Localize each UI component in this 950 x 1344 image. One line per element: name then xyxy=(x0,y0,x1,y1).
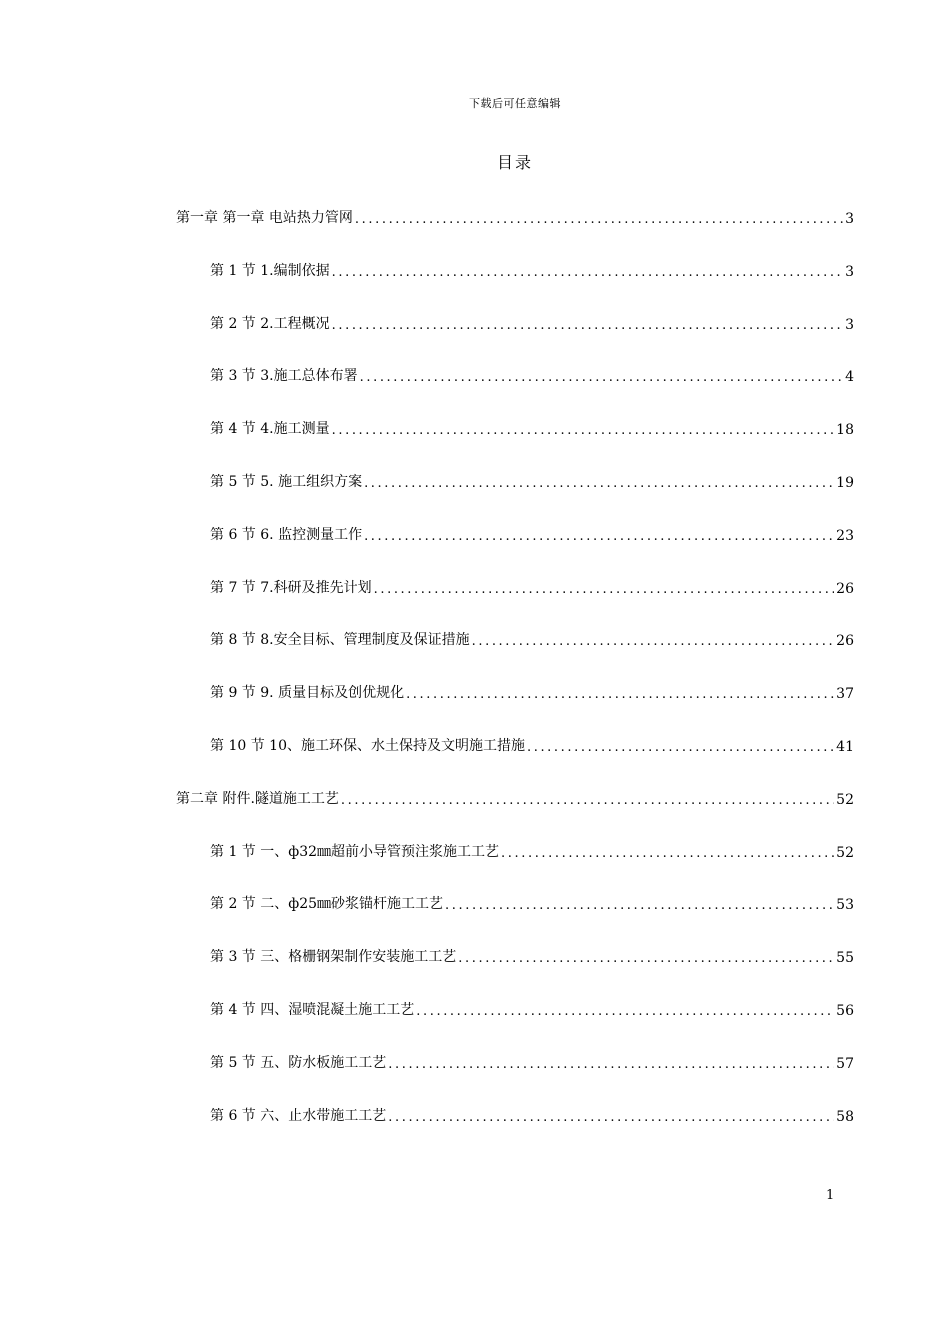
toc-leader-dots xyxy=(527,740,834,755)
toc-section-entry[interactable] xyxy=(176,1046,854,1072)
page-number: 1 xyxy=(826,1188,835,1203)
toc-entry-page: 52 xyxy=(836,844,854,861)
toc-leader-dots xyxy=(332,318,843,333)
toc-section-entry[interactable] xyxy=(176,254,854,280)
toc-leader-dots xyxy=(364,529,834,544)
toc-entry-page: 19 xyxy=(836,474,854,491)
toc-leader-dots xyxy=(355,212,843,227)
toc-entry-text: 第 4 节 四、湿喷混凝土施工工艺 xyxy=(210,1001,415,1018)
toc-section-entry[interactable] xyxy=(176,623,854,649)
toc-entry-page: 18 xyxy=(836,422,854,439)
toc-entry-text: 第 4 节 4.施工测量 xyxy=(210,421,330,438)
toc-leader-dots xyxy=(416,1004,834,1019)
toc-leader-dots xyxy=(364,476,834,491)
toc-leader-dots xyxy=(472,634,835,649)
toc-entry-page: 26 xyxy=(836,633,854,650)
toc-leader-dots xyxy=(388,1057,834,1072)
toc-section-entry[interactable] xyxy=(176,993,854,1019)
toc-section-entry[interactable] xyxy=(176,1099,854,1125)
toc-entry-page: 4 xyxy=(845,369,854,386)
toc-entry-page: 58 xyxy=(836,1108,854,1125)
toc-entry-page: 57 xyxy=(836,1055,854,1072)
toc-entry-text: 第 3 节 三、格栅钢架制作安装施工工艺 xyxy=(210,949,457,966)
toc-entry-text: 第 8 节 8.安全目标、管理制度及保证措施 xyxy=(210,632,470,649)
toc-section-entry[interactable] xyxy=(176,887,854,913)
toc-leader-dots xyxy=(332,423,835,438)
toc-entry-page: 53 xyxy=(836,897,854,914)
toc-section-entry[interactable] xyxy=(176,729,854,755)
toc-entry-page: 37 xyxy=(836,686,854,703)
toc-section-entry[interactable] xyxy=(176,307,854,333)
toc-entry-page: 52 xyxy=(836,791,854,808)
toc-entry-text: 第 7 节 7.科研及推先计划 xyxy=(210,579,372,596)
toc-leader-dots xyxy=(458,951,834,966)
toc-entry-page: 56 xyxy=(836,1002,854,1019)
toc-entry-page: 3 xyxy=(845,316,854,333)
toc-entry-text: 第 6 节 六、止水带施工工艺 xyxy=(210,1107,387,1124)
toc-entry-page: 23 xyxy=(836,527,854,544)
toc-entry-text: 第一章 第一章 电站热力管网 xyxy=(176,210,353,226)
toc-section-entry[interactable] xyxy=(176,518,854,544)
toc-entry-text: 第 1 节 1.编制依据 xyxy=(210,262,330,279)
toc-entry-text: 第 2 节 二、ф25㎜砂浆锚杆施工工艺 xyxy=(210,896,444,913)
toc-title: 目录 xyxy=(496,153,533,172)
toc-leader-dots xyxy=(374,582,835,597)
toc-section-entry[interactable] xyxy=(176,412,854,438)
toc-entry-text: 第 3 节 3.施工总体布署 xyxy=(210,368,358,385)
toc-entry-text: 第 5 节 五、防水板施工工艺 xyxy=(210,1054,387,1071)
toc-section-entry[interactable] xyxy=(176,465,854,491)
toc-leader-dots xyxy=(332,265,843,280)
toc-entry-page: 26 xyxy=(836,580,854,597)
toc-entry-page: 55 xyxy=(836,950,854,967)
toc-entry-text: 第 2 节 2.工程概况 xyxy=(210,315,330,332)
toc-entry-text: 第 9 节 9. 质量目标及创优规化 xyxy=(210,685,405,702)
toc-leader-dots xyxy=(406,687,834,702)
toc-entry-text: 第二章 附件.隧道施工工艺 xyxy=(176,790,339,807)
toc-entry-page: 41 xyxy=(836,738,854,755)
toc-entry-text: 第 10 节 10、施工环保、水土保持及文明施工措施 xyxy=(210,737,525,754)
toc-section-entry[interactable] xyxy=(176,571,854,597)
toc-entry-page: 3 xyxy=(845,211,854,227)
toc-section-entry[interactable] xyxy=(176,940,854,966)
toc-entry-text: 第 6 节 6. 监控测量工作 xyxy=(210,526,363,543)
toc-entry-text: 第 5 节 5. 施工组织方案 xyxy=(210,473,363,490)
toc-section-entry[interactable] xyxy=(176,835,854,861)
toc-leader-dots xyxy=(388,1110,834,1125)
toc-section-entry[interactable] xyxy=(176,676,854,702)
toc-chapter-entry[interactable] xyxy=(176,201,854,227)
toc-leader-dots xyxy=(341,793,834,808)
toc-leader-dots xyxy=(360,370,843,385)
toc-leader-dots xyxy=(501,846,834,861)
toc-section-entry[interactable] xyxy=(176,359,854,385)
toc-list xyxy=(176,201,854,1151)
toc-entry-text: 第 1 节 一、ф32㎜超前小导管预注浆施工工艺 xyxy=(210,843,500,860)
toc-entry-page: 3 xyxy=(845,263,854,280)
header-note: 下载后可任意编辑 xyxy=(469,97,561,110)
toc-chapter-entry[interactable] xyxy=(176,782,854,808)
toc-leader-dots xyxy=(445,898,834,913)
